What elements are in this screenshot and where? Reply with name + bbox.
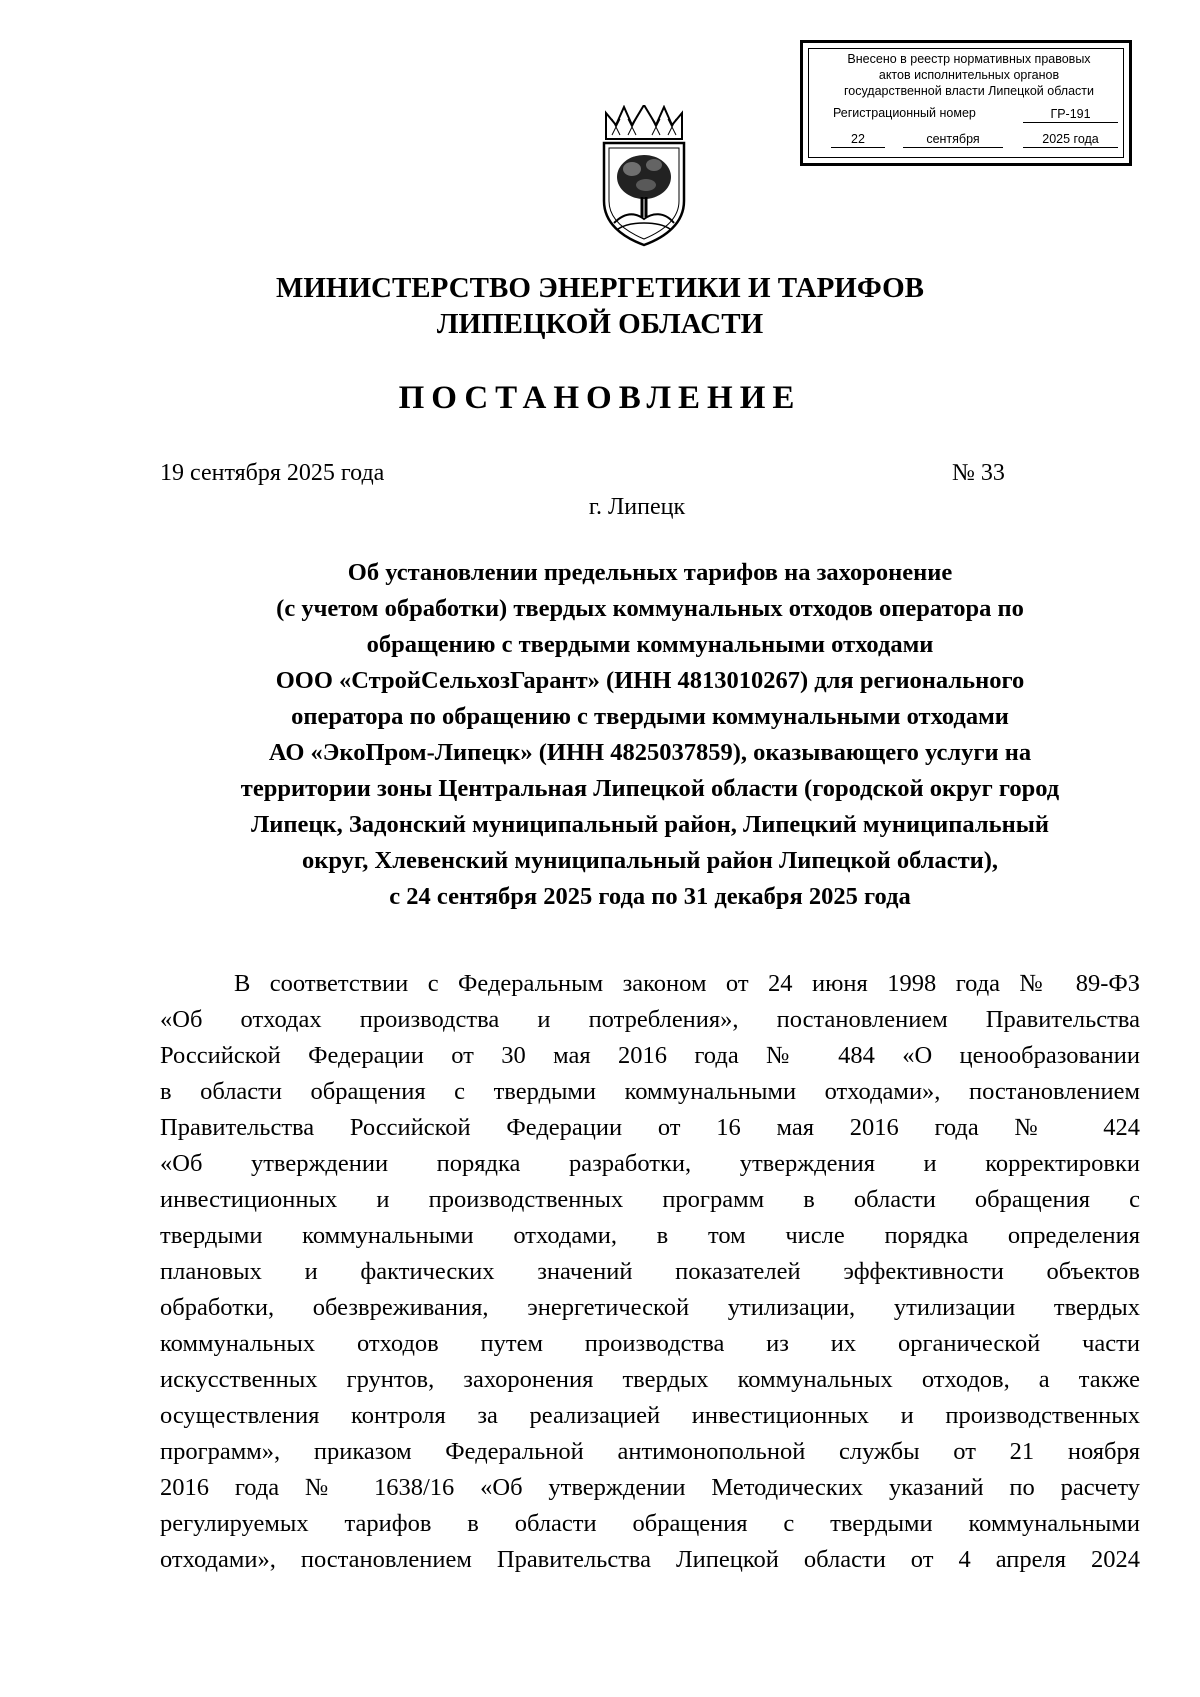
document-city: г. Липецк bbox=[588, 494, 686, 520]
title-line: ООО «СтройСельхозГарант» (ИНН 4813010267) для регионального bbox=[275, 667, 1025, 694]
stamp-line-2: актов исполнительных органов bbox=[878, 68, 1060, 82]
registry-stamp bbox=[800, 40, 1132, 166]
body-line: программ», приказом Федеральной антимонопольной службы от 21 ноября bbox=[160, 1438, 1140, 1465]
stamp-day: 22 bbox=[831, 131, 885, 148]
body-line: осуществления контроля за реализацией инвестиционных и производственных bbox=[160, 1402, 1140, 1429]
document-type: ПОСТАНОВЛЕНИЕ bbox=[398, 380, 802, 416]
document-title bbox=[160, 555, 1140, 915]
title-line: округ, Хлевенский муниципальный район Липецкой области), bbox=[301, 847, 999, 874]
title-line: обращению с твердыми коммунальными отходами bbox=[366, 631, 934, 658]
title-line: оператора по обращению с твердыми коммунальными отходами bbox=[291, 703, 1009, 730]
body-line: коммунальных отходов путем производства из их органической части bbox=[160, 1330, 1140, 1357]
title-line: территории зоны Центральная Липецкой области (городской округ город bbox=[240, 775, 1060, 802]
body-line: искусственных грунтов, захоронения твердых коммунальных отходов, а также bbox=[160, 1366, 1140, 1393]
stamp-reg-number: ГР-191 bbox=[1023, 106, 1118, 123]
stamp-reg-label: Регистрационный номер bbox=[833, 106, 976, 120]
body-line: инвестиционных и производственных программ в области обращения с bbox=[160, 1186, 1140, 1213]
stamp-month: сентября bbox=[903, 131, 1003, 148]
body-line: Правительства Российской Федерации от 16 мая 2016 года № 424 bbox=[160, 1114, 1140, 1141]
ministry-title-line-2: ЛИПЕЦКОЙ ОБЛАСТИ bbox=[436, 308, 764, 340]
body-line: «Об утверждении порядка разработки, утверждения и корректировки bbox=[160, 1150, 1140, 1177]
body-line: обработки, обезвреживания, энергетической утилизации, утилизации твердых bbox=[160, 1294, 1140, 1321]
body-line: Российской Федерации от 30 мая 2016 года № 484 «О ценообразовании bbox=[160, 1042, 1140, 1069]
body-line: «Об отходах производства и потребления», постановлением Правительства bbox=[160, 1006, 1140, 1033]
body-line: в области обращения с твердыми коммунальными отходами», постановлением bbox=[160, 1078, 1140, 1105]
title-line: с 24 сентября 2025 года по 31 декабря 2025 года bbox=[389, 883, 911, 910]
body-line: плановых и фактических значений показателей эффективности объектов bbox=[160, 1258, 1140, 1285]
body-paragraph bbox=[160, 966, 1140, 1578]
stamp-line-3: государственной власти Липецкой области bbox=[843, 84, 1095, 98]
ministry-title-line-1: МИНИСТЕРСТВО ЭНЕРГЕТИКИ И ТАРИФОВ bbox=[275, 272, 925, 304]
title-line: Об установлении предельных тарифов на захоронение bbox=[347, 559, 953, 586]
title-line: АО «ЭкоПром-Липецк» (ИНН 4825037859), оказывающего услуги на bbox=[268, 739, 1032, 766]
title-line: (с учетом обработки) твердых коммунальных отходов оператора по bbox=[276, 595, 1024, 622]
document-number: № 33 bbox=[952, 460, 1005, 486]
coat-of-arms-icon bbox=[600, 105, 688, 247]
body-line: 2016 года № 1638/16 «Об утверждении Методических указаний по расчету bbox=[160, 1474, 1140, 1501]
title-line: Липецк, Задонский муниципальный район, Липецкий муниципальный bbox=[251, 811, 1049, 838]
body-line: твердыми коммунальными отходами, в том числе порядка определения bbox=[160, 1222, 1140, 1249]
document-date: 19 сентября 2025 года bbox=[160, 460, 385, 486]
body-line: В соответствии с Федеральным законом от 24 июня 1998 года № 89-ФЗ bbox=[234, 970, 1140, 997]
body-line: отходами», постановлением Правительства Липецкой области от 4 апреля 2024 bbox=[160, 1546, 1140, 1573]
stamp-line-1: Внесено в реестр нормативных правовых bbox=[847, 52, 1091, 66]
stamp-year: 2025 года bbox=[1023, 131, 1118, 148]
body-line: регулируемых тарифов в области обращения с твердыми коммунальными bbox=[160, 1510, 1140, 1537]
